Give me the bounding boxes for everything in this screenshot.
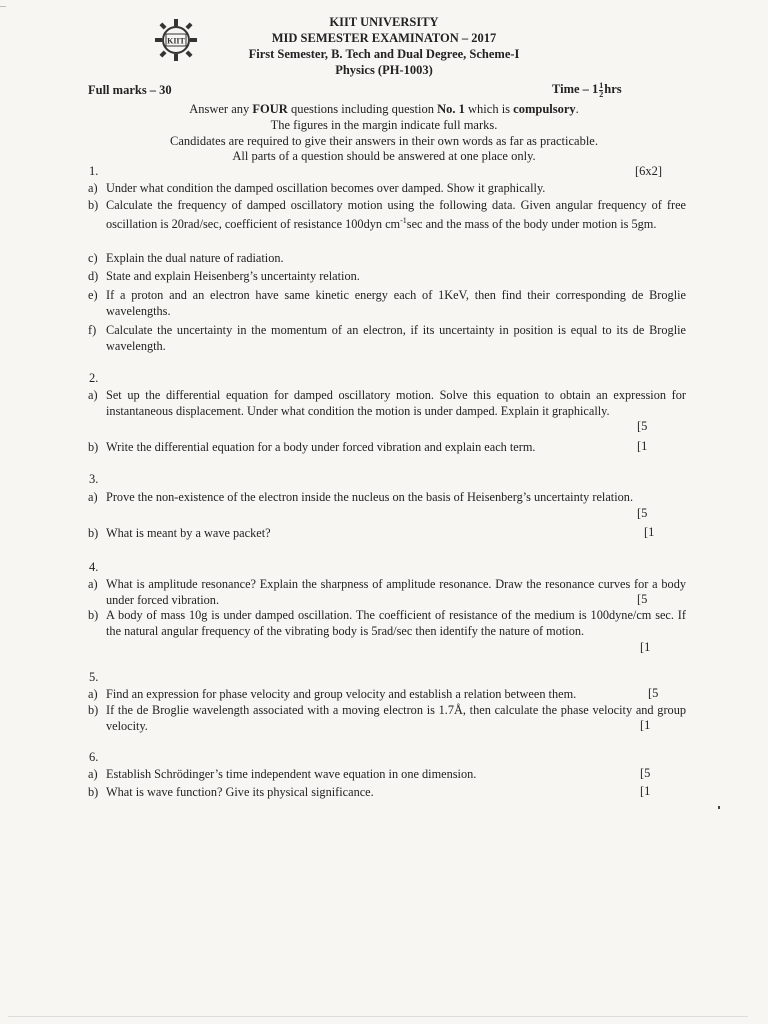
question-3b-marks: [1: [644, 525, 655, 539]
part-text-sup: -1: [400, 216, 407, 225]
question-2b: [88, 439, 628, 455]
instruction-1-g: .: [575, 102, 579, 116]
time-numerator: 1: [599, 80, 604, 90]
question-4a: [88, 576, 686, 608]
part-text: A body of mass 10g is under damped oscillation. The coefficient of resistance of the medium is 100dyne/cm sec. If the natural angular frequency of the vibrating body is 5rad/sec then identify the nature of motion.: [106, 608, 686, 638]
question-1d: [88, 268, 686, 284]
part-label: b): [88, 440, 99, 454]
part-label: b): [88, 526, 99, 540]
part-text: If a proton and an electron have same kinetic energy each of 1KeV, then find their corresponding de Broglie wavelengths.: [106, 288, 686, 318]
part-text: Prove the non-existence of the electron inside the nucleus on the basis of Heisenberg’s uncertainty relation.: [106, 490, 634, 504]
question-1-marks: [6x2]: [635, 164, 663, 178]
part-text: Set up the differential equation for damped oscillatory motion. Solve this equation to obtain an expression for instantaneous displacement. Under what condition the motion is under damped. Explain it graphically.: [106, 388, 686, 418]
scan-mark: [0, 6, 6, 7]
question-1c: [88, 250, 686, 266]
time-allowed: [552, 81, 622, 99]
instruction-1-compulsory: compulsory: [513, 102, 576, 116]
time-prefix: Time – 1: [552, 82, 599, 96]
question-6-number: 6.: [89, 750, 99, 764]
question-5-number: 5.: [89, 670, 99, 684]
part-label: a): [88, 687, 98, 701]
question-1a: [88, 180, 686, 196]
part-label: a): [88, 181, 98, 195]
scan-mark: [718, 806, 720, 809]
question-4-number: 4.: [89, 560, 99, 574]
instruction-2: The figures in the margin indicate full marks.: [270, 118, 498, 132]
part-label: a): [88, 577, 98, 591]
part-text: What is meant by a wave packet?: [106, 526, 271, 540]
question-5b-marks: [1: [640, 718, 651, 732]
question-4a-marks: [5: [637, 592, 648, 606]
instruction-1-four: FOUR: [252, 102, 288, 116]
part-text: What is wave function? Give its physical significance.: [106, 785, 374, 799]
question-5a: [88, 686, 648, 702]
subject-line: Physics (PH-1003): [335, 63, 433, 77]
part-label: c): [88, 251, 98, 265]
instruction-1-no1: No. 1: [437, 102, 465, 116]
question-2a: [88, 387, 686, 419]
part-label: e): [88, 288, 98, 302]
question-4b: [88, 607, 686, 639]
instruction-1-c: questions including question: [287, 102, 438, 116]
question-1b: [88, 197, 686, 232]
question-3a: [88, 489, 686, 505]
university-name: KIIT UNIVERSITY: [329, 15, 439, 29]
instruction-1-a: Answer any: [189, 102, 253, 116]
part-label: b): [88, 608, 99, 622]
instruction-4: All parts of a question should be answered at one place only.: [232, 149, 536, 163]
exam-title: MID SEMESTER EXAMINATON – 2017: [271, 31, 497, 45]
question-6a: [88, 766, 628, 782]
full-marks: Full marks – 30: [88, 83, 172, 97]
question-6b-marks: [1: [640, 784, 651, 798]
question-3-number: 3.: [89, 472, 99, 486]
question-6b: [88, 784, 628, 800]
question-1e: [88, 287, 686, 319]
question-2a-marks: [5: [637, 419, 648, 433]
instruction-3: Candidates are required to give their answers in their own words as far as practicable.: [170, 134, 598, 148]
part-label: b): [88, 703, 99, 717]
question-1f: [88, 322, 686, 354]
question-4b-marks: [1: [640, 640, 651, 654]
part-label: a): [88, 767, 98, 781]
instruction-1-e: which is: [464, 102, 514, 116]
question-2-number: 2.: [89, 371, 99, 385]
instruction-1: [0, 101, 768, 117]
part-text: [106, 197, 686, 232]
part-text-post: sec and the mass of the body under motion is 5gm.: [406, 217, 657, 232]
part-text: Under what condition the damped oscillation becomes over damped. Show it graphically.: [106, 181, 546, 195]
question-1-number: 1.: [89, 164, 99, 178]
part-text: Calculate the uncertainty in the momentum of an electron, if its uncertainty in position is equal to its de Broglie wavelength.: [106, 323, 686, 353]
part-label: b): [88, 198, 99, 212]
part-text: State and explain Heisenberg’s uncertainty relation.: [106, 269, 360, 283]
question-3b: [88, 525, 628, 541]
part-label: a): [88, 388, 98, 402]
question-3a-marks: [5: [637, 506, 648, 520]
svg-text:KIIT: KIIT: [167, 36, 185, 46]
question-2b-marks: [1: [637, 439, 648, 453]
time-denominator: 2: [599, 89, 604, 99]
question-6a-marks: [5: [640, 766, 651, 780]
part-text: Establish Schrödinger’s time independent wave equation in one dimension.: [106, 767, 477, 781]
question-5b: [88, 702, 686, 734]
part-text-pre: Calculate the frequency of damped oscillatory motion using the following data. Given angular frequency of free oscillation is 20rad/sec, coefficient of resistance 100dyn cm: [106, 198, 686, 232]
part-text: Write the differential equation for a body under forced vibration and explain each term.: [106, 440, 536, 454]
question-5a-marks: [5: [648, 686, 659, 700]
time-suffix: hrs: [604, 82, 622, 96]
part-text: Find an expression for phase velocity and group velocity and establish a relation between them.: [106, 687, 577, 701]
part-text: Explain the dual nature of radiation.: [106, 251, 284, 265]
semester-line: First Semester, B. Tech and Dual Degree, Scheme-I: [248, 47, 520, 61]
part-text: If the de Broglie wavelength associated with a moving electron is 1.7Å, then calculate the phase velocity and group velocity.: [106, 703, 686, 733]
part-text: What is amplitude resonance? Explain the sharpness of amplitude resonance. Draw the resonance curves for a body under forced vibration.: [106, 577, 686, 607]
part-label: a): [88, 490, 98, 504]
part-label: f): [88, 323, 97, 337]
part-label: d): [88, 269, 99, 283]
time-fraction: [599, 82, 603, 99]
scan-edge-line: [8, 1016, 748, 1017]
part-label: b): [88, 785, 99, 799]
